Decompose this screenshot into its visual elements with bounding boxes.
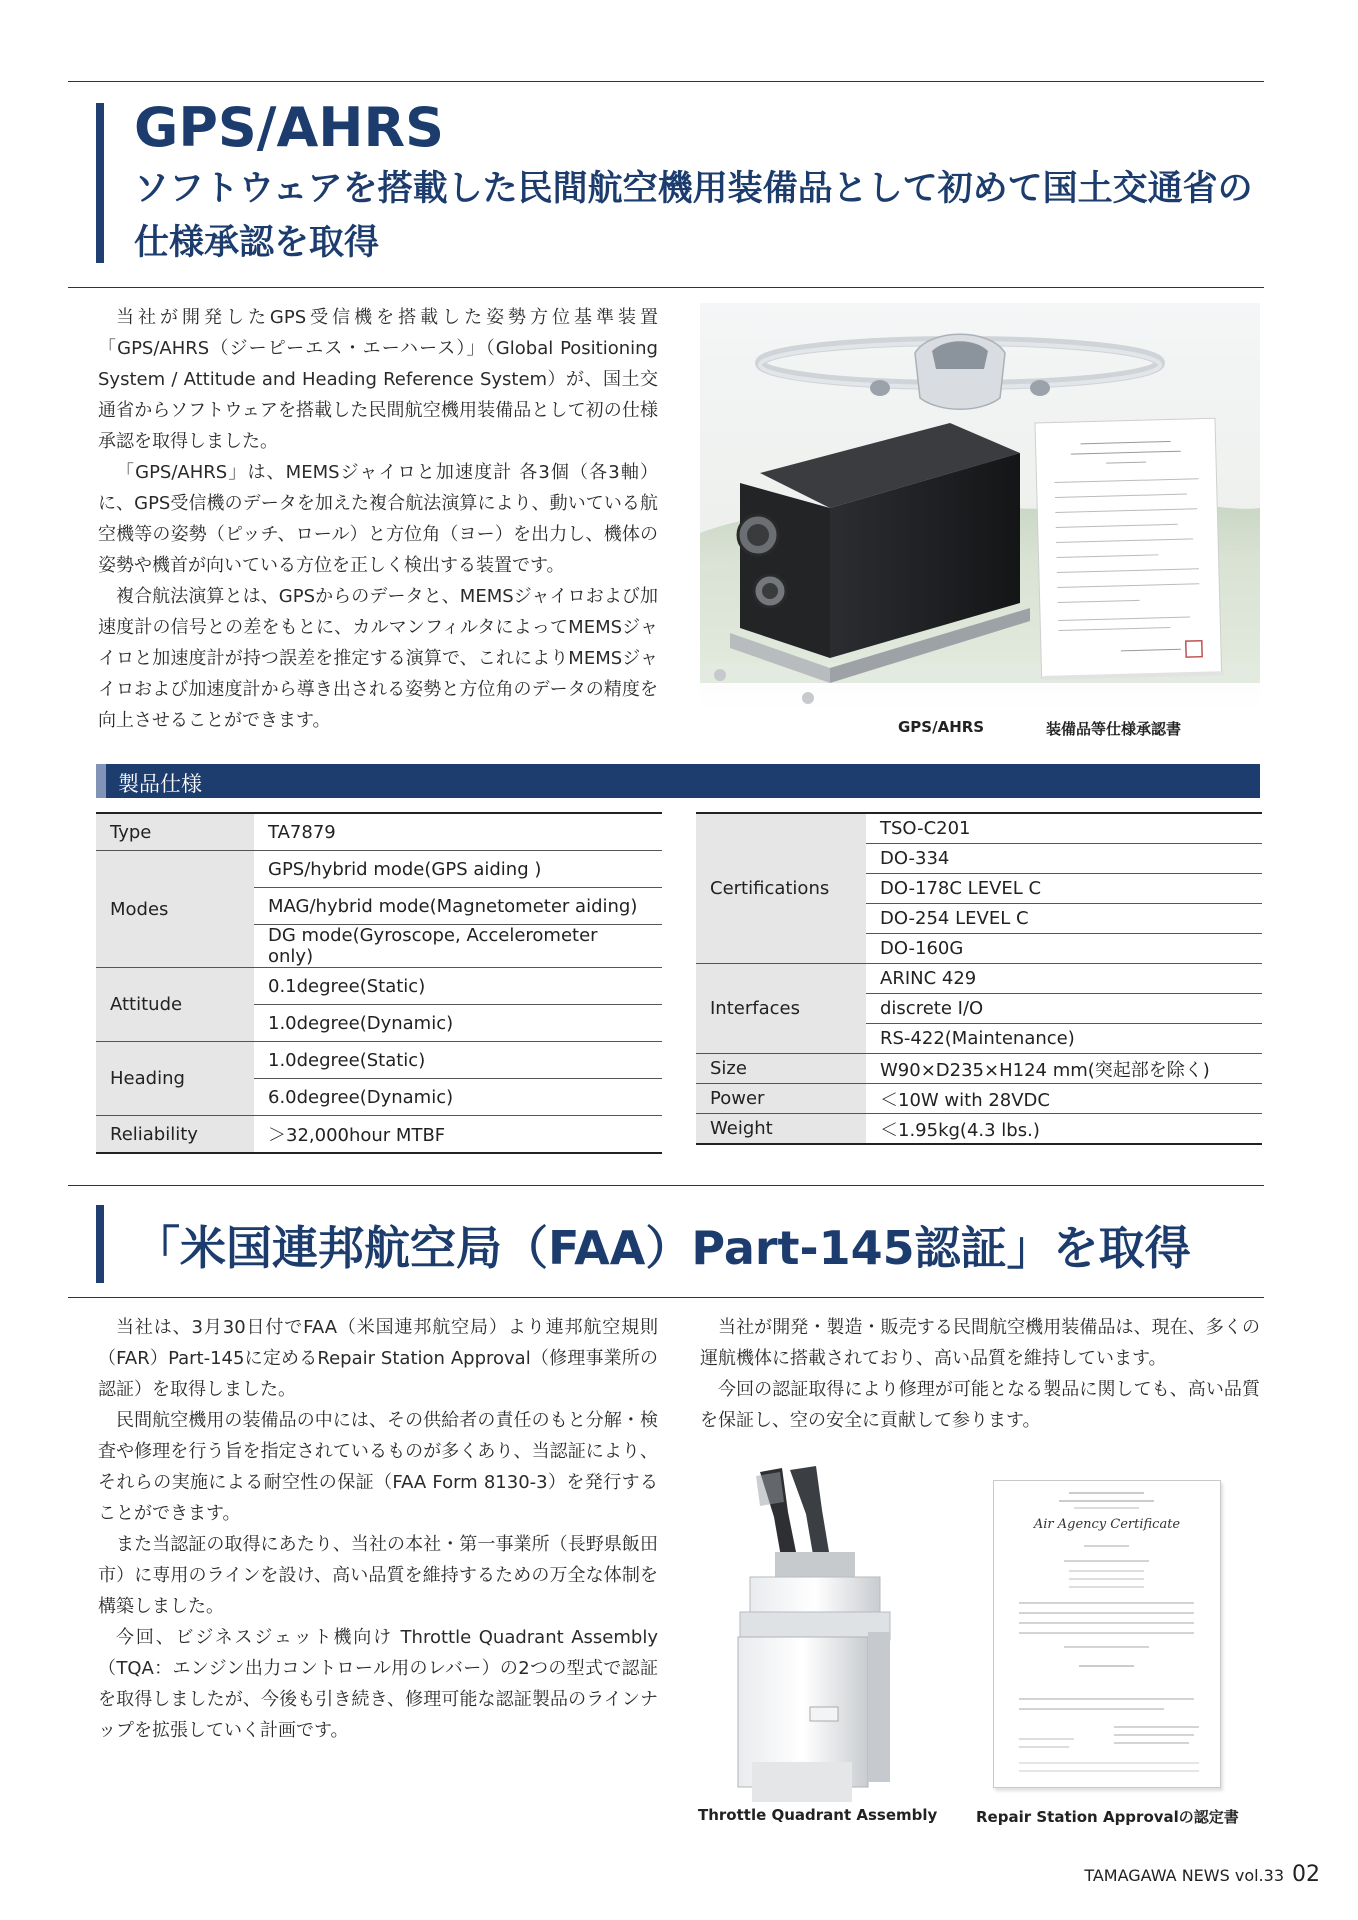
spec-value: W90×D235×H124 mm(突起部を除く) [866, 1054, 1262, 1084]
spec-label: Type [96, 813, 254, 851]
faa-paragraph: 当社は、3月30日付でFAA（米国連邦航空局）より連邦航空規則（FAR）Part-145に定めるRepair Station Approval（修理事業所の認証）を取得しました。 [98, 1317, 658, 1400]
spec-header-label: 製品仕様 [118, 772, 202, 796]
spec-value: ＜10W with 28VDC [866, 1084, 1262, 1114]
page-subtitle: ソフトウェアを搭載した民間航空機用装備品として初めて国土交通省の仕様承認を取得 [134, 169, 1253, 263]
spec-value: 1.0degree(Dynamic) [254, 1005, 662, 1042]
spec-value: DG mode(Gyroscope, Accelerometer only) [254, 925, 662, 968]
intro-paragraph: 複合航法演算とは、GPSからのデータと、MEMSジャイロおよび加速度計の信号との差をもとに、カルマンフィルタによってMEMSジャイロと加速度計が持つ誤差を推定する演算で、これによりMEMSジャイロおよび加速度計から導き出される姿勢と方位角のデータの精度を向上させることができます。 [98, 586, 658, 731]
spec-label: Weight [696, 1114, 866, 1145]
publication-name: TAMAGAWA NEWS vol.33 [1084, 1866, 1284, 1885]
spec-label: Interfaces [696, 964, 866, 1054]
faa-text-left [98, 1312, 658, 1746]
throttle-quadrant-illustration [720, 1462, 900, 1802]
faa-paragraph: 当社が開発・製造・販売する民間航空機用装備品は、現在、多くの運航機体に搭載されており、高い品質を維持しています。 [700, 1317, 1260, 1369]
spec-value: ＜1.95kg(4.3 lbs.) [866, 1114, 1262, 1145]
intro-text [98, 302, 658, 736]
spec-value: 0.1degree(Static) [254, 968, 662, 1005]
certificate-lines [994, 1481, 1220, 1787]
caption-gps-ahrs: GPS/AHRS [898, 718, 985, 736]
spec-value: GPS/hybrid mode(GPS aiding ) [254, 851, 662, 888]
spec-label: Reliability [96, 1116, 254, 1154]
faa-paragraph: 民間航空機用の装備品の中には、その供給者の責任のもと分解・検査や修理を行う旨を指定されているものが多くあり、当認証により、それらの実施による耐空性の保証（FAA Form 8130-3）を発行することができます。 [98, 1410, 658, 1524]
page-footer [1084, 1862, 1320, 1887]
intro-paragraph: 「GPS/AHRS」は、MEMSジャイロと加速度計 各3個（各3軸）に、GPS受信機のデータを加えた複合航法演算により、動いている航空機等の姿勢（ピッチ、ロール）と方位角（ヨー）を出力し、機体の姿勢や機首が向いている方位を正しく検出する装置です。 [98, 462, 658, 576]
page-title: GPS/AHRS [134, 96, 444, 159]
section2-title: 「米国連邦航空局（FAA）Part-145認証」を取得 [134, 1221, 1191, 1275]
spec-label: Modes [96, 851, 254, 968]
caption-certificate: 装備品等仕様承認書 [1046, 720, 1182, 738]
spec-label: Size [696, 1054, 866, 1084]
title-bottom-rule [68, 287, 1264, 288]
section2-accent-bar [96, 1205, 104, 1283]
table-row [96, 1116, 662, 1154]
table-row [696, 1114, 1262, 1145]
spec-value: DO-178C LEVEL C [866, 874, 1262, 904]
spec-label: Certifications [696, 813, 866, 964]
intro-paragraph: 当社が開発したGPS受信機を搭載した姿勢方位基準装置「GPS/AHRS（ジーピーエス・エーハース）」（Global Positioning System / Attitude and Heading Reference System）が、国土交通省からソフトウェアを搭載した民間航空機用装備品として初の仕様承認を取得しました。 [98, 307, 658, 452]
table-row [696, 1054, 1262, 1084]
spec-table-right [696, 812, 1262, 1145]
table-row [96, 1042, 662, 1079]
table-row [696, 964, 1262, 994]
table-row [696, 1084, 1262, 1114]
spec-table-left [96, 812, 662, 1154]
spec-value: DO-160G [866, 934, 1262, 964]
spec-label: Heading [96, 1042, 254, 1116]
gps-ahrs-illustration [700, 303, 1260, 713]
faa-paragraph: 今回の認証取得により修理が可能となる製品に関しても、高い品質を保証し、空の安全に貢献して参ります。 [700, 1379, 1260, 1431]
page-number: 02 [1292, 1862, 1320, 1887]
table-row [96, 968, 662, 1005]
spec-label: Attitude [96, 968, 254, 1042]
tqa-photo [720, 1462, 900, 1802]
top-rule [68, 81, 1264, 82]
spec-value: TA7879 [254, 813, 662, 851]
repair-station-certificate [993, 1480, 1221, 1788]
title-accent-bar [96, 103, 104, 263]
spec-value: DO-334 [866, 844, 1262, 874]
spec-header-mark [96, 764, 106, 798]
table-row [696, 813, 1262, 844]
faa-text-right [700, 1312, 1260, 1436]
section2-top-rule [68, 1185, 1264, 1186]
faa-paragraph: また当認証の取得にあたり、当社の本社・第一事業所（長野県飯田市）に専用のラインを設け、高い品質を維持するための万全な体制を構築しました。 [98, 1534, 658, 1617]
table-row [96, 813, 662, 851]
caption-tqa: Throttle Quadrant Assembly [698, 1806, 938, 1824]
gps-ahrs-photo [700, 303, 1260, 713]
spec-value: RS-422(Maintenance) [866, 1024, 1262, 1054]
certificate-heading: Air Agency Certificate [1033, 1517, 1181, 1532]
spec-label: Power [696, 1084, 866, 1114]
spec-value: discrete I/O [866, 994, 1262, 1024]
spec-value: 6.0degree(Dynamic) [254, 1079, 662, 1116]
spec-value: 1.0degree(Static) [254, 1042, 662, 1079]
spec-value: MAG/hybrid mode(Magnetometer aiding) [254, 888, 662, 925]
section2-title-rule [68, 1297, 1264, 1298]
spec-value: ARINC 429 [866, 964, 1262, 994]
spec-value: TSO-C201 [866, 813, 1262, 844]
caption-repair-certificate: Repair Station Approvalの認定書 [976, 1808, 1239, 1826]
faa-paragraph: 今回、ビジネスジェット機向け Throttle Quadrant Assembly（TQA：エンジン出力コントロール用のレバー）の2つの型式で認証を取得しましたが、今後も引き続き、修理可能な認証製品のラインナップを拡張していく計画です。 [98, 1627, 658, 1741]
spec-value: ＞32,000hour MTBF [254, 1116, 662, 1154]
spec-value: DO-254 LEVEL C [866, 904, 1262, 934]
table-row [96, 851, 662, 888]
spec-section-header [96, 764, 1260, 798]
